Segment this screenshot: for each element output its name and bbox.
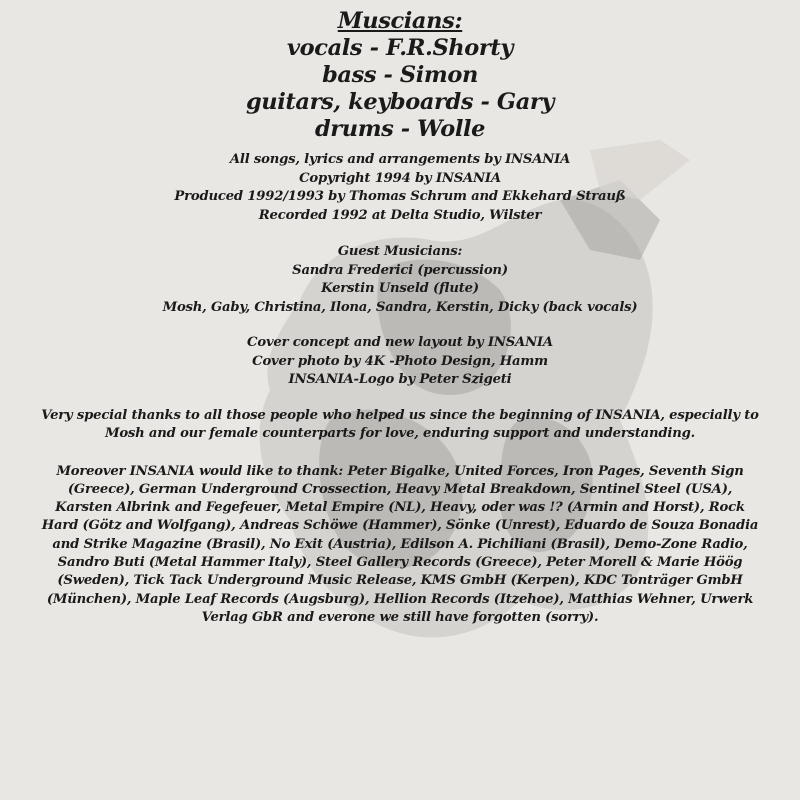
musician-bass: bass - Simon	[322, 62, 478, 88]
credit-produced: Produced 1992/1993 by Thomas Schrum and Ekkehard Strauß	[174, 189, 626, 204]
cover-concept: Cover concept and new layout by INSANIA	[247, 335, 553, 350]
musicians-heading: Muscians:	[337, 8, 463, 34]
musicians-section	[0, 0, 800, 143]
credit-recorded: Recorded 1992 at Delta Studio, Wilster	[258, 207, 542, 223]
musician-vocals: vocals - F.R.Shorty	[287, 35, 513, 61]
guest-flute: Kerstin Unseld (flute)	[321, 281, 479, 296]
cover-photo: Cover photo by 4K -Photo Design, Hamm	[252, 353, 548, 369]
credit-copyright: Copyright 1994 by INSANIA	[299, 170, 501, 186]
musician-drums: drums - Wolle	[314, 116, 486, 142]
credits-section	[0, 151, 800, 225]
logo-credit: INSANIA-Logo by Peter Szigeti	[288, 372, 512, 387]
guest-heading: Guest Musicians:	[337, 244, 463, 259]
musician-guitars: guitars, keyboards - Gary	[245, 89, 555, 115]
credit-songs: All songs, lyrics and arrangements by INSANIA	[229, 152, 571, 167]
thanks-paragraph: Moreover INSANIA would like to thank: Peter Bigalke, United Forces, Iron Pages, Seventh Sign (Greece), German Underground Crossection, Heavy Metal Breakdown, Sentinel Steel (USA), Karsten Albrink and Fegefeuer, Metal Empire (NL), Heavy, oder was !? (Armin and Horst), Rock Hard (Götz and Wolfgang), Andreas Schöwe (Hammer), Sönke (Unrest), Eduardo de Souza Bonadia and Strike Magazine (Brasil), No Exit (Austria), Edilson A. Pichiliani (Brasil), Demo-Zone Radio, Sandro Buti (Metal Hammer Italy), Steel Gallery Records (Greece), Peter Morell & Marie Höög (Sweden), Tick Tack Underground Music Release, KMS GmbH (Kerpen), KDC Tonträger GmbH (München), Maple Leaf Records (Augsburg), Hellion Records (Itzehoe), Matthias Wehner, Urwerk Verlag GbR and everone we still have forgotten (sorry).	[41, 463, 759, 625]
guest-musicians-section	[0, 243, 800, 317]
guest-back-vocals: Mosh, Gaby, Christina, Ilona, Sandra, Kerstin, Dicky (back vocals)	[162, 299, 638, 315]
guest-percussion: Sandra Frederici (percussion)	[292, 262, 508, 278]
cover-credits-section	[0, 334, 800, 390]
special-thanks-paragraph: Very special thanks to all those people who helped us since the beginning of INSANIA, especially to Mosh and our female counterparts for love, enduring support and understanding.	[41, 407, 759, 441]
